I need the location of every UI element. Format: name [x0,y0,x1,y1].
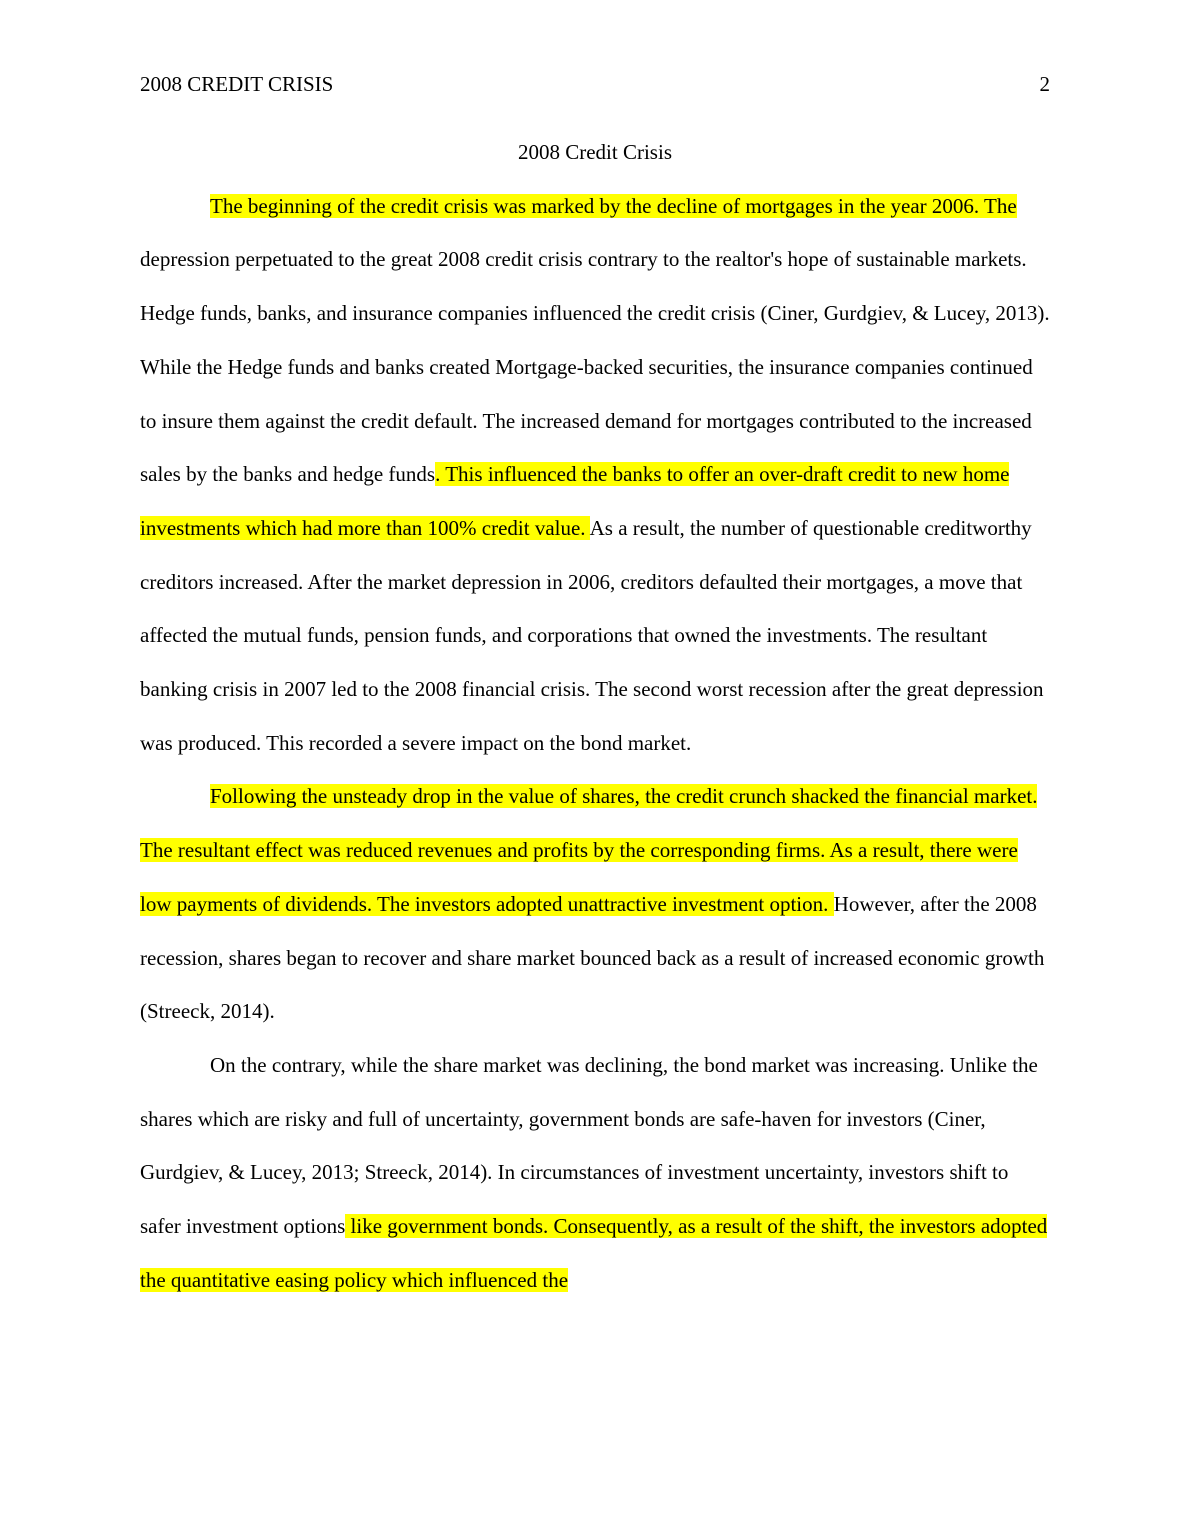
page-number: 2 [1039,72,1050,96]
highlighted-text: The beginning of the credit crisis was marked by the decline of mortgages in the year 2006. The [210,193,1017,218]
document-body[interactable] [140,126,1050,1307]
document-title: 2008 Credit Crisis [517,140,672,164]
body-text-segment: depression perpetuated to the great 2008 credit crisis contrary to the realtor's hope of sustainable markets. Hedge funds, banks, and insurance companies influenced the credit crisis (Ciner, Gurdgiev, & Lucey, 2013). While the Hedge funds and banks created Mortgage-backed securities, the insurance companies continued to insure them against the credit default. The increased demand for mortgages contributed to the increased sales by the banks and hedge funds [140,247,1050,487]
running-head: 2008 CREDIT CRISIS [140,72,334,96]
paragraph-1 [140,180,1050,771]
page-header [140,70,1050,98]
paragraph-2 [140,770,1050,1039]
highlighted-text: Following the unsteady drop in the value of shares, the credit crunch shacked the financial market. The resultant effect was reduced revenues and profits by the corresponding firms. As a result, there were low payments of dividends. The investors adopted unattractive investment option. [140,784,1038,916]
paragraph-3 [140,1039,1050,1308]
body-text-segment: However, after the 2008 recession, shares began to recover and share market bounced back as a result of increased economic growth (Streeck, 2014). [140,891,1045,1024]
body-text-segment: As a result, the number of questionable creditworthy creditors increased. After the market depression in 2006, creditors defaulted their mortgages, a move that affected the mutual funds, pension funds, and corporations that owned the investments. The resultant banking crisis in 2007 led to the 2008 financial crisis. The second worst recession after the great depression was produced. This recorded a severe impact on the bond market. [140,515,1044,755]
highlighted-text: . This influenced the banks to offer an over-draft credit to new home investments which had more than 100% credit value. [140,462,1010,540]
highlighted-text: like government bonds. Consequently, as a result of the shift, the investors adopted the quantitative easing policy which influenced the [140,1214,1048,1292]
body-text-segment: On the contrary, while the share market was declining, the bond market was increasing. Unlike the shares which are risky and full of uncertainty, government bonds are safe-haven for investors (Ciner, Gurdgiev, & Lucey, 2013; Streeck, 2014). In circumstances of investment uncertainty, investors shift to safer investment options [140,1052,1038,1239]
